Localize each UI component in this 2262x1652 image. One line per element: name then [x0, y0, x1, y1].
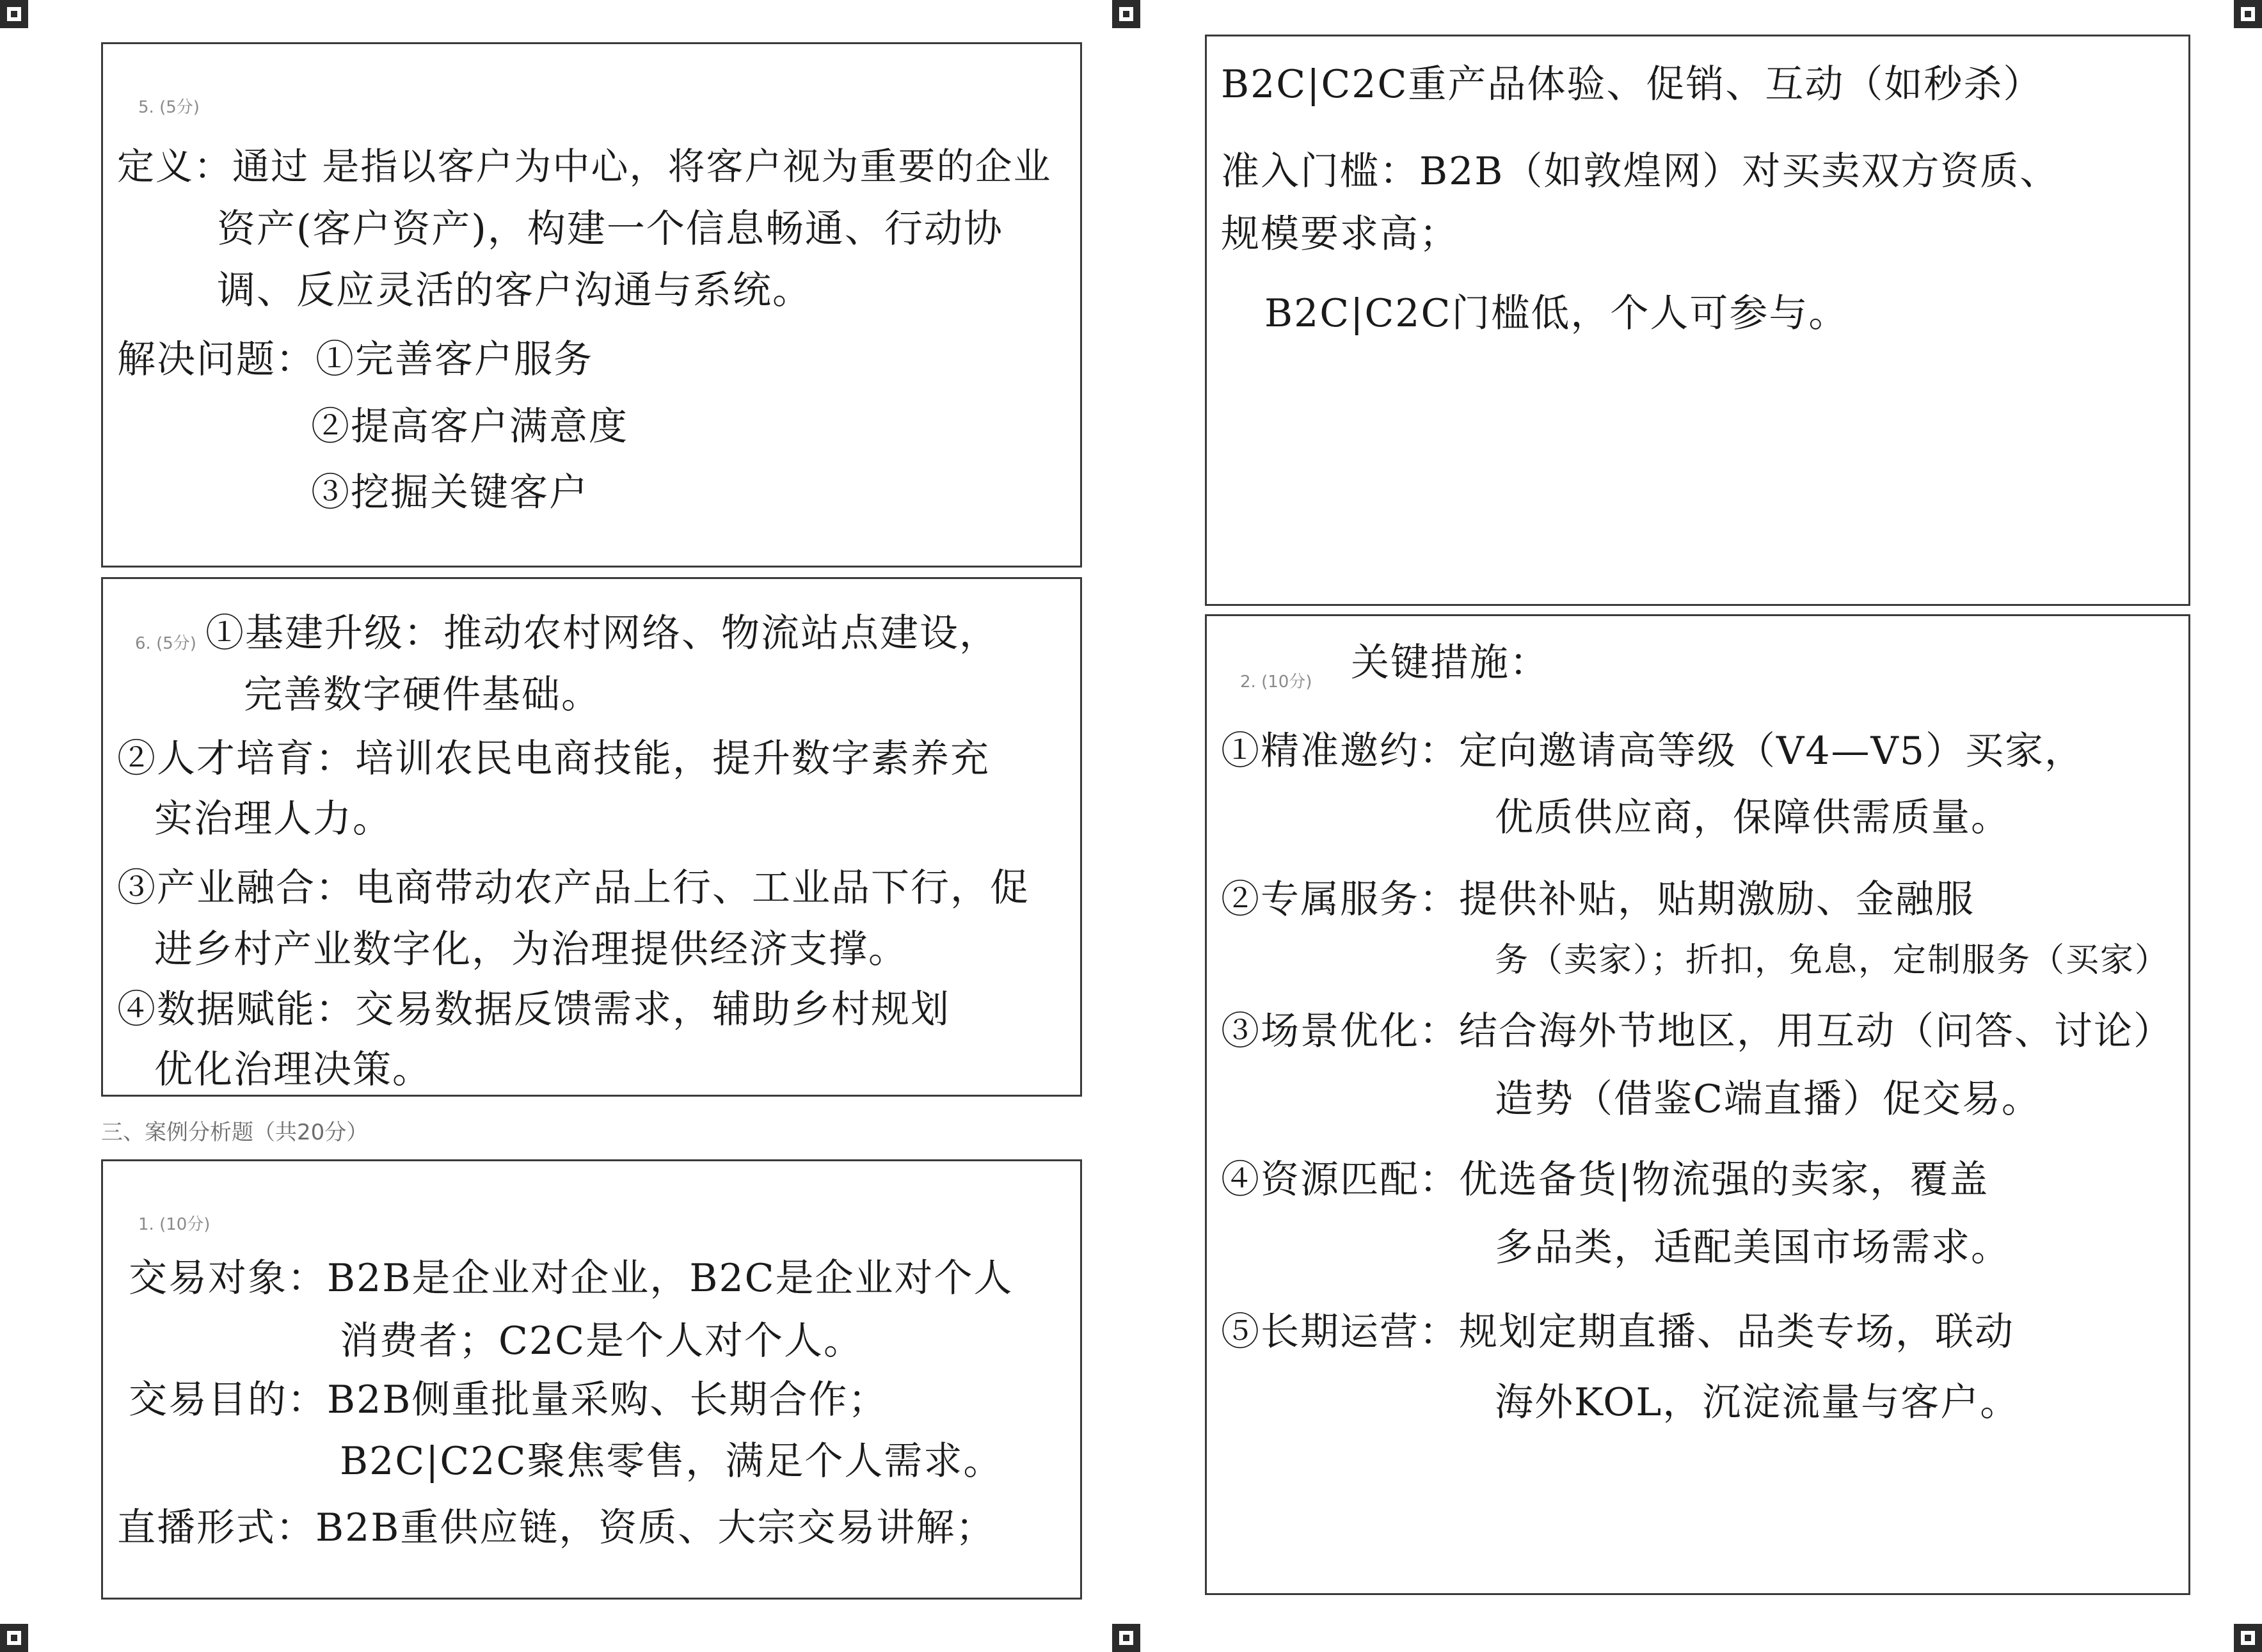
question-number: 6. (5分) [135, 634, 196, 653]
corner-marker-bottom-right [2234, 1624, 2262, 1652]
question-number: 5. (5分) [138, 98, 200, 117]
answer-line: ④资源匹配：优选备货|物流强的卖家，覆盖 [1221, 1157, 1989, 1202]
answer-line: ③挖掘关键客户 [311, 470, 589, 515]
corner-marker-bottom-center [1112, 1624, 1140, 1652]
answer-line: 准入门槛：B2B（如敦煌网）对买卖双方资质、 [1221, 149, 2060, 194]
answer-line: 交易对象：B2B是企业对企业，B2C是企业对个人 [129, 1256, 1014, 1301]
answer-box-case-1-continued [1205, 35, 2190, 606]
answer-line: B2C|C2C重产品体验、促销、互动（如秒杀） [1221, 62, 2043, 107]
answer-line: 完善数字硬件基础。 [244, 672, 601, 717]
section-title: 三、案例分析题（共20分） [101, 1120, 369, 1145]
answer-line: ①基建升级：推动农村网络、物流站点建设， [205, 611, 999, 656]
answer-line: ⑤长期运营：规划定期直播、品类专场，联动 [1221, 1310, 2014, 1354]
answer-line: 直播形式：B2B重供应链，资质、大宗交易讲解； [117, 1505, 996, 1550]
answer-box-case-2 [1205, 614, 2190, 1595]
answer-line: 优化治理决策。 [154, 1047, 432, 1092]
answer-line: ③场景优化：结合海外节地区，用互动（问答、讨论） [1221, 1009, 2173, 1054]
answer-line: 优质供应商，保障供需质量。 [1495, 795, 2011, 840]
answer-box-q6 [101, 577, 1082, 1097]
answer-line: 海外KOL，沉淀流量与客户。 [1495, 1380, 2020, 1425]
answer-line: 解决问题：①完善客户服务 [117, 337, 593, 382]
answer-line: 实治理人力。 [154, 797, 392, 841]
answer-line: B2C|C2C门槛低，个人可参与。 [1264, 291, 1849, 336]
answer-line: 交易目的：B2B侧重批量采购、长期合作； [129, 1378, 888, 1422]
answer-line: 进乡村产业数字化，为治理提供经济支撑。 [154, 927, 908, 972]
question-number: 2. (10分) [1240, 672, 1312, 692]
answer-line: ①精准邀约：定向邀请高等级（V4—V5）买家， [1221, 729, 2085, 774]
answer-line: ②专属服务：提供补贴，贴期激励、金融服 [1221, 877, 1975, 922]
answer-line: 定义：通过 是指以客户为中心，将客户视为重要的企业 [117, 145, 1052, 188]
answer-line: B2C|C2C聚焦零售，满足个人需求。 [340, 1439, 1003, 1484]
answer-line: ②提高客户满意度 [311, 404, 628, 449]
answer-line: ④数据赋能：交易数据反馈需求，辅助乡村规划 [117, 987, 950, 1032]
answer-line: 调、反应灵活的客户沟通与系统。 [217, 268, 812, 313]
answer-line: 规模要求高； [1221, 212, 1459, 257]
answer-line: 多品类，适配美国市场需求。 [1495, 1225, 2011, 1270]
corner-marker-top-right [2234, 0, 2262, 28]
answer-line: ③产业融合：电商带动农产品上行、工业品下行，促 [117, 866, 1030, 910]
answer-line: 资产(客户资产)，构建一个信息畅通、行动协 [217, 207, 1003, 251]
answer-box-q5 [101, 42, 1082, 568]
answer-line: ②人才培育：培训农民电商技能，提升数字素养充 [117, 736, 990, 781]
answer-line: 造势（借鉴C端直播）促交易。 [1495, 1077, 2041, 1122]
answer-line: 关键措施： [1351, 640, 1549, 685]
corner-marker-bottom-left [0, 1624, 28, 1652]
corner-marker-top-center [1112, 0, 1140, 28]
question-number: 1. (10分) [138, 1215, 211, 1234]
answer-line: 消费者；C2C是个人对个人。 [340, 1319, 863, 1363]
answer-line: 务（卖家）；折扣，免息，定制服务（买家） [1495, 941, 2170, 980]
answer-box-case-1 [101, 1159, 1082, 1600]
corner-marker-top-left [0, 0, 28, 28]
